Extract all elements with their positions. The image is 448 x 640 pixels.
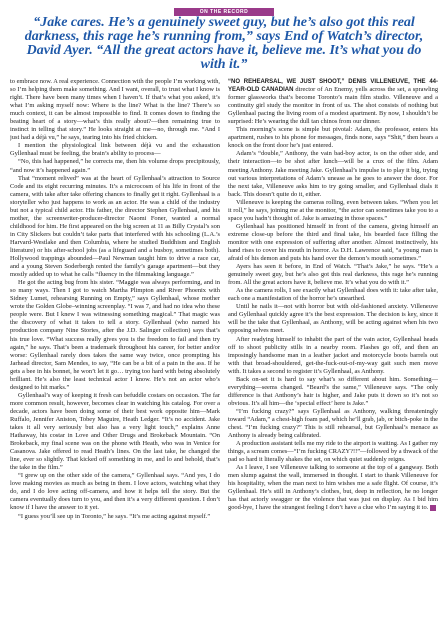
- section-badge: ON THE RECORD: [174, 8, 274, 16]
- body-paragraph: “No, this had happened,” he corrects me, then his volume drops precipitously, “and now it’s happened again.”: [10, 158, 220, 174]
- body-paragraph: This morning’s scene is simple but pivotal: Adam, the professor, enters his apartment, rushes to his phone for messages, finds none, says “Shit,” then hears a knock on the front door he’s just entered.: [228, 126, 438, 150]
- body-paragraph: Back on-set it is hard to say what’s so different about him. Something—everything—seems changed. “Beard’s the same,” Villeneuve says. “The only difference is that Anthony’s hair is higher, and Jake puts it down so it’s not so obvious. It’s all him—the ‘special effect’ here is Jake.”: [228, 375, 438, 407]
- lead-in: “NO REHEARSAL, WE JUST SHOOT,” DENIS VILLENEUVE, THE 44-YEAR-OLD CANADIAN: [228, 79, 438, 94]
- body-paragraph: That “moment relived” was at the heart of Gyllenhaal’s attraction to Source Code and its eight recurring minutes. It’s a microcosm of his life in front of the camera, with take after take offering chances to finally get it right. Gyllenhaal is a storyteller who just happens to work as an actor. He was a child of the industry but not a typical child actor. His father, the director Stephen Gyllenhaal, and his mother, the screenwriter-producer-director Naomi Foner, wanted a normal childhood for him. He first appeared on the big screen at 11 as Billy Crystal’s son in City Slickers but couldn’t take parts that interfered with his schooling (L.A.’s Harvard-Westlake and then Columbia, where he studied Buddhism and English literature) or his after-school jobs (as a lifeguard and a busboy, sometimes both). Hollywood trappings abounded—Paul Newman taught him to drive a race car, and a young Steven Soderbergh rented the family’s garage apartment—but they mostly added up to what he calls “fluency in the filmmaking language.”: [10, 174, 220, 279]
- lead-paragraph: [228, 78, 438, 126]
- lead-paragraph-text: director of An Enemy, yells across the set, a sprawling former glassworks that’s become Toronto’s main film studio. Villeneuve and a continuity girl study the monitor in front of us. The shot consists of nothing but Gyllenhaal pacing the living room of a modest apartment. By now, I shouldn’t be surprised: He’s wearing the dull tan chinos from our dinner.: [228, 86, 438, 126]
- body-paragraph: Gyllenhaal has positioned himself in front of the camera, giving himself an extreme close-up before the third and final take, his bearded face filling the monitor with one expression of suffering after another. Almost instinctively, his hand rises to cover his mouth in horror. As D.H. Lawrence said, “a young man is afraid of his demon and puts his hand over the demon’s mouth sometimes.”: [228, 222, 438, 263]
- body-paragraph: Gyllenhaal’s way of keeping it fresh can befuddle costars on occasion. The far more common result, however, becomes clear in watching his catalog. For over a decade, actors have been doing some of their best work opposite him—Mark Ruffalo, Jennifer Aniston, Tobey Maguire, Heath Ledger. “It’s no accident. Jake takes it all very seriously but also has a very light touch,” explains Anne Hathaway, his costar in Love and Other Drugs and Brokeback Mountain. “On Brokeback, my final scene was on the phone with Heath, who was in Venice for Casanova. Jake offered to read Heath’s lines. On the last take, he changed the line, ever so slightly. That kicked off something in me, and lo and behold, that’s the take in the film.”: [10, 391, 220, 472]
- body-paragraph: As I leave, I see Villeneuve talking to someone at the top of a gangway. Both men slump against the wall, immersed in thought. I start to thank Villeneuve for his hospitality, when the man next to him wishes me a safe flight. Of course, it’s Gyllenhaal. He’s still in Anthony’s clothes, but, deep in reflection, he no longer has that actorly swagger or the violence that was just on display. As I bid him good-bye, I have the strangest feeling I don’t have a clue who I’m saying it to.: [228, 464, 438, 512]
- body-paragraph: I mention the physiological link between déjà vu and the exhaustion Gyllenhaal must be feeling, the brain’s ability to process—: [10, 142, 220, 158]
- body-paragraph: “I grew up on the other side of the camera,” Gyllenhaal says. “And yes, I do love making movies as much as being in them. I love actors, watching what they do, and I do love acting off-camera, and how it helps tell the story. But the camera eventually does turn to you, and then it’s a very different question. I don’t know if I have the answer to it yet.: [10, 472, 220, 512]
- body-paragraph: Ayers has seen it before, in End of Watch. “That’s Jake,” he says. “He’s a genuinely sweet guy, but he’s also got this real darkness, this rage he’s running from. All the great actors have it, believe me. It’s what you do with it.”: [228, 263, 438, 287]
- body-paragraph: A production assistant tells me my ride to the airport is waiting. As I gather my things, a scream comes—“I’m fucking CRAZY?!!”—followed by a thwack of the pad so hard it literally shakes the set, on which quiet suddenly reigns.: [228, 440, 438, 464]
- body-paragraph: He got the acting bug from his sister. “Maggie was always performing, and in so many ways. Then I got to watch Martha Plimpton and River Phoenix with Sidney Lumet, rehearsing Running on Empty,” says Gyllenhaal, whose mother wrote the Golden Globe–winning screenplay. “I was 7, and had no idea who these people were. But I knew I was witnessing something magical.” That magic was the discovery of what it takes to tell a story. Gyllenhaal (who named his production company Nine Stories, after the J.D. Salinger collection) says that’s his true love. “What success really gives you is the freedom to fail and then try again,” he says. That’s been a trademark throughout his career, for better and/or worse: Gyllenhaal rarely does takes the same way twice, once prompting his Jarhead director, Sam Mendes, to say, “He can be a bit of a pain in the ass. If he gets a bee in his bonnet, he won’t let it go… trying too hard with being absolutely brilliant. He’s also the least technical actor I know. He’s not an actor who’s designed to hit marks.”: [10, 279, 220, 391]
- body-paragraph: “I guess you’ll see up in Toronto,” he says. “It’s me acting against myself.”: [18, 512, 211, 520]
- body-paragraph: “I’m fucking crazy?” says Gyllenhaal as Anthony, walking threateningly toward “Adam,” a chest-high foam pad, which he’ll grab, jab, or bitch-poke in the chest. “I’m fucking crazy?” This is still rehearsal, but Gyllenhaal’s menace as Anthony is already being calibrated.: [228, 407, 438, 440]
- body-paragraph: After readying himself to inhabit the part of the vain actor, Gyllenhaal heads off to shoot publicity stills in a nearby room. Flashes go off, and then an imposingly handsome man in a leather jacket and motorcycle boots barrels out with that broad-shouldered, get-the-fuck-out-of-my-way gait such men move with. It takes a second to register it’s Gyllenhaal, as Anthony.: [228, 335, 438, 375]
- left-column: [10, 78, 220, 632]
- body-paragraph: Adam’s “double,” Anthony, the vain bad-boy actor, is on the other side, and their interaction—to be shot after lunch—will be a crux of the film. Adam meeting Anthony. Jake meeting Jake. Gyllenhaal’s impulse is to play it big, trying out various interpretations of Adam’s unease as he goes to answer the door. For the next take, Villeneuve asks him to try going smaller, and Gyllenhaal dials it back. This doesn’t quite do it, either.: [228, 150, 438, 198]
- end-mark-icon: [430, 505, 436, 511]
- body-paragraph: Until he nails it—not with horror but with old-fashioned anxiety. Villeneuve and Gyllenhaal quickly agree it’s the best expression. The decision is key, since it will be the take that Gyllenhaal, as Anthony, will be acting against when his two opposing selves meet.: [228, 303, 438, 335]
- article-body: [10, 78, 438, 632]
- body-paragraph: Villeneuve is keeping the cameras rolling, even between takes. “When you let it roll,” he says, joining me at the monitor, “the actor can sometimes take you to a space you hadn’t thought of. Jake is amazing in those spaces.”: [228, 198, 438, 222]
- right-column: [228, 78, 438, 632]
- body-paragraph: to embrace now. A real experience. Connection with the people I’m working with, so I’m helping them make something. And I want, overall, to trust what I know is right. There have been many times when I haven’t. If that’s what you asked, it’s what I’m asking myself now: Where is the line? What is the line? There’s so much context, it can be almost impossible to find. It comes down to finding the beating heart of a story—what’s this really about?—then remaining true to instinct in telling that story.” He looks straight at me—no, through me. “And I just had a déjà vu,” he says, tearing into his fried chicken.: [10, 78, 220, 142]
- pull-quote: “Jake cares. He’s a genuinely sweet guy, but he’s also got this real darkness, this rage he’s running from,” says End of Watch’s director, David Ayer. “All the great actors have it, believe me. It’s what you do with it.”: [24, 15, 424, 72]
- body-paragraph: As the camera rolls, I see exactly what Gyllenhaal does with it: take after take, each one a manifestation of the horror he’s unearthed.: [228, 287, 438, 303]
